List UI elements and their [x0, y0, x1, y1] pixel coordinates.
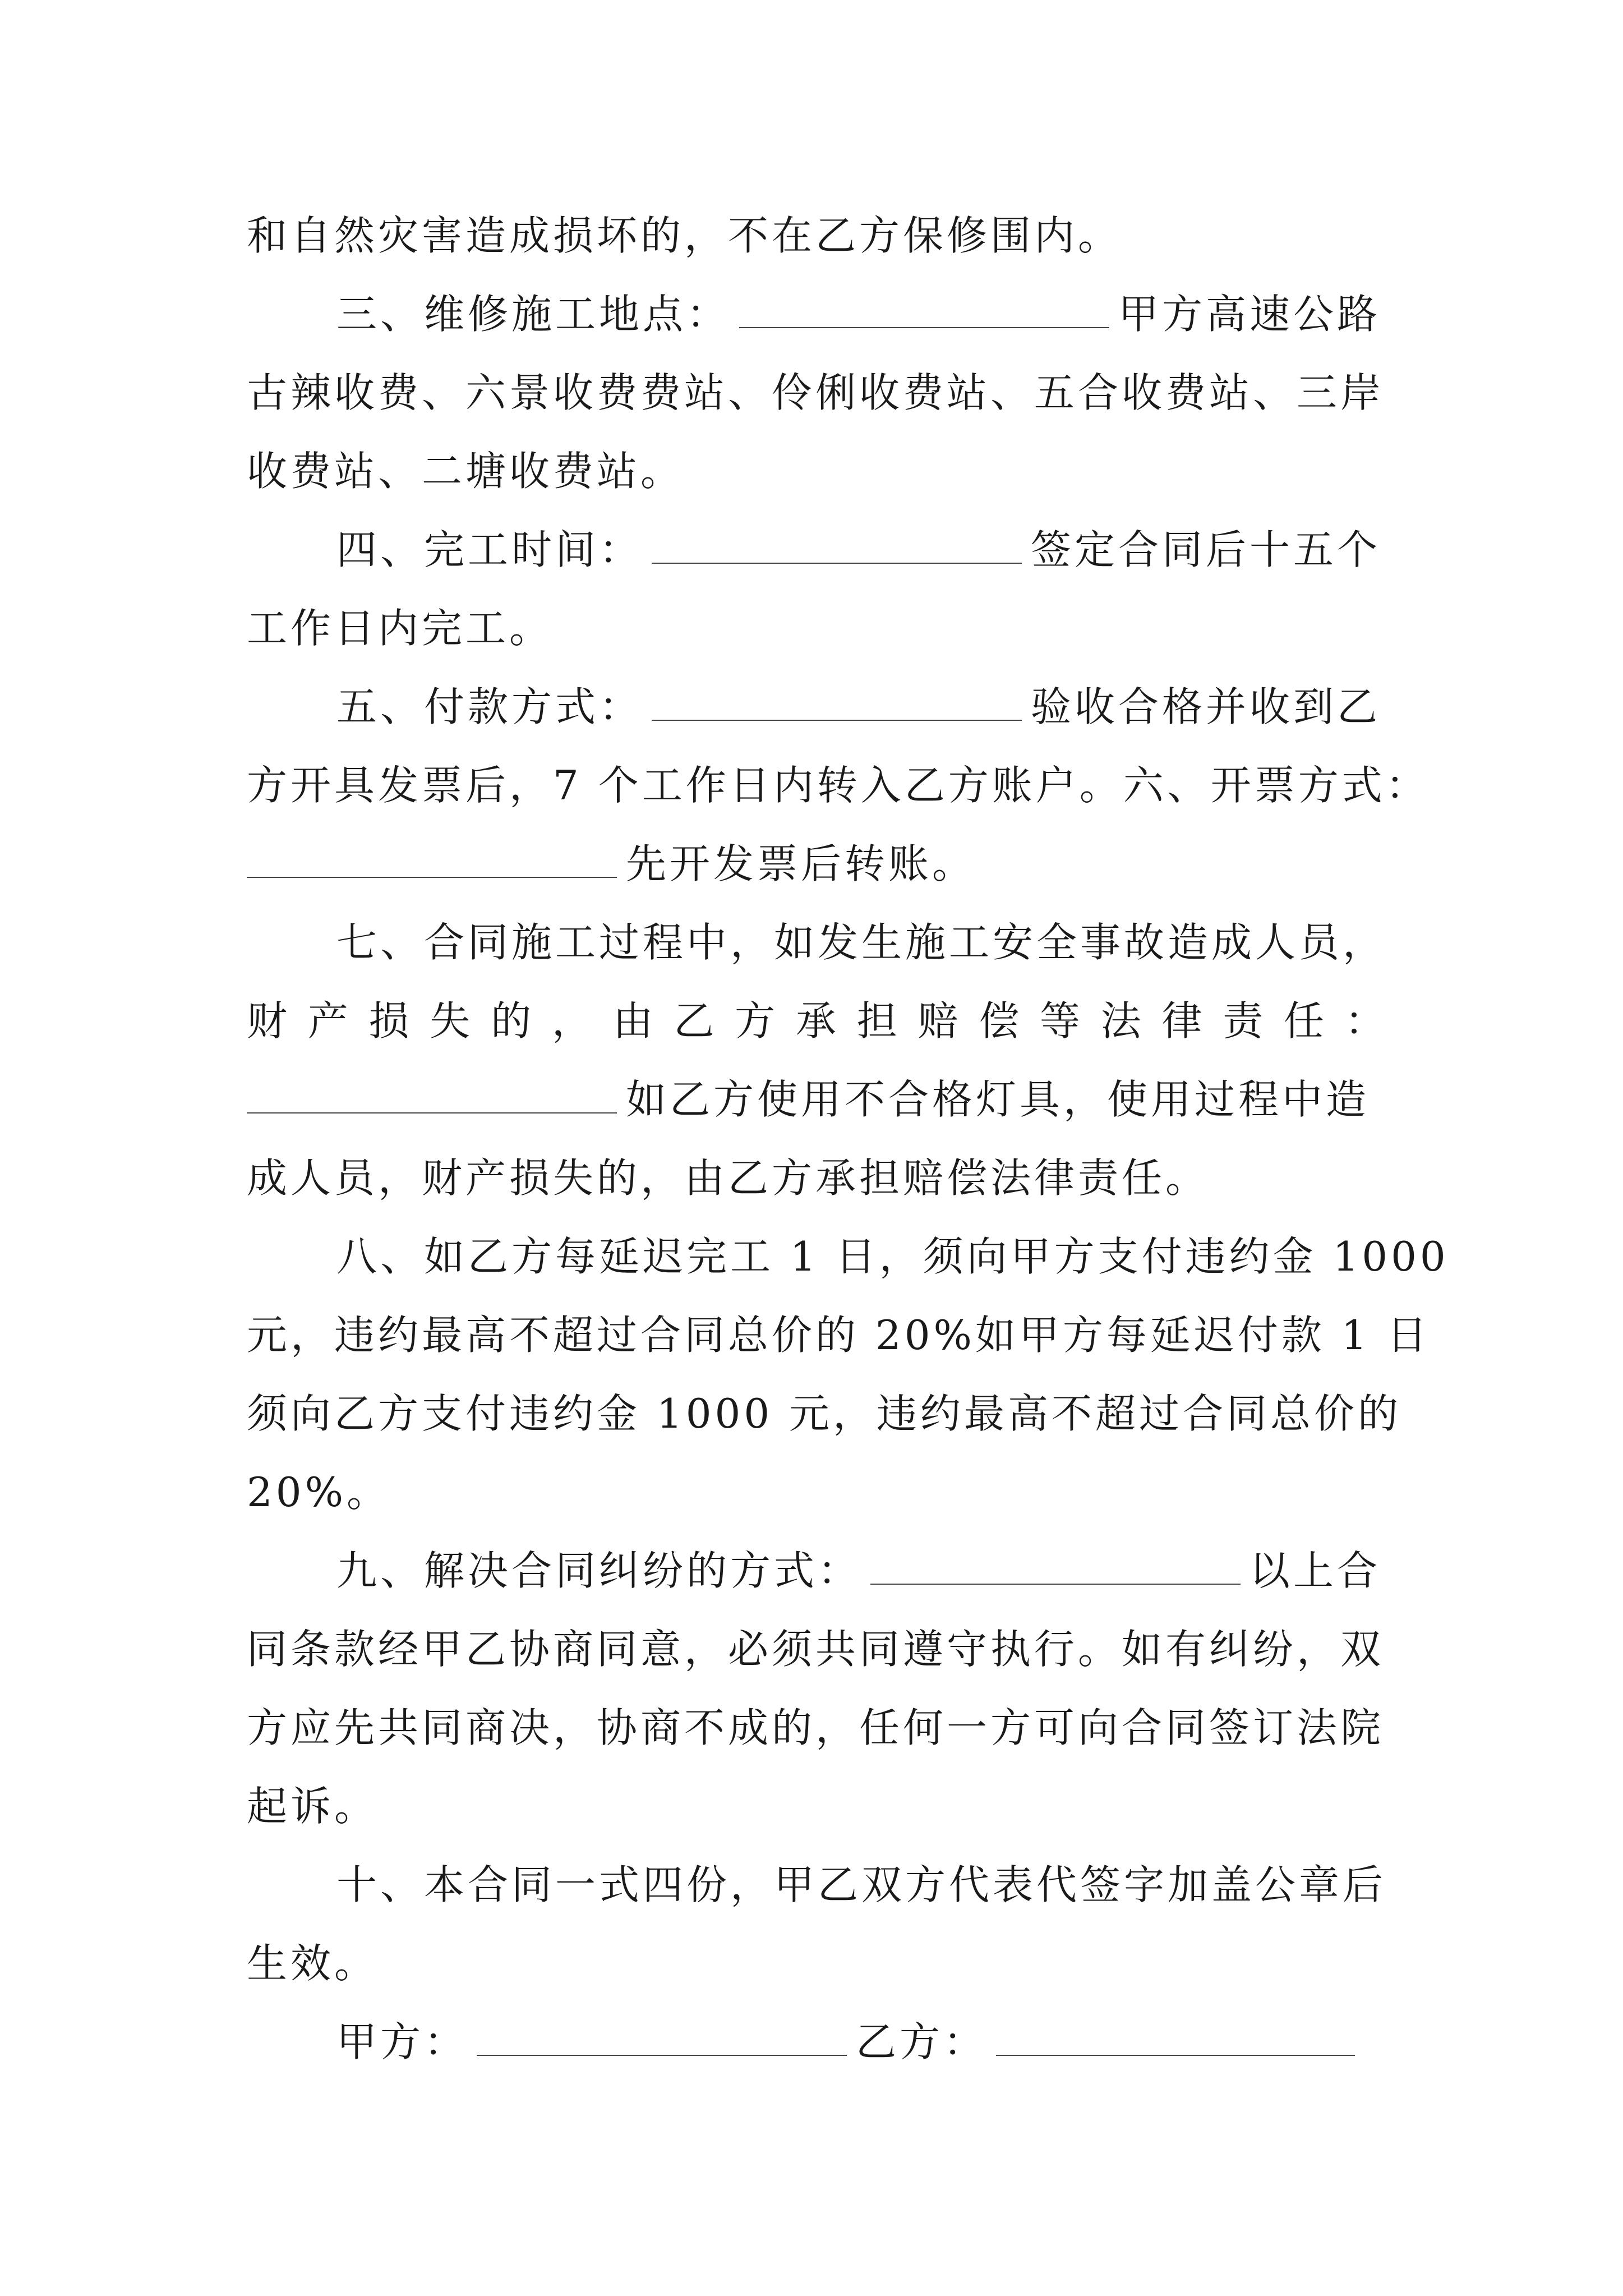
clause-5-value: 验收合格并收到乙: [1031, 683, 1381, 730]
char: 承: [795, 997, 836, 1045]
text-line: [247, 1388, 1401, 1439]
line-text: 如乙方使用不合格灯具，使用过程中造: [626, 1076, 1370, 1123]
clause-5-line: [336, 682, 1381, 732]
line-text: 方应先共同商决，协商不成的，任何一方可向合同签订法院: [247, 1704, 1385, 1751]
justified-line: [247, 996, 1385, 1046]
text-line: [247, 210, 1122, 261]
clause-4-line: [336, 524, 1381, 575]
line-text: 和自然灾害造成损坏的，不在乙方保修围内。: [247, 212, 1122, 259]
clause-9-label: 九、解决合同纠纷的方式：: [336, 1547, 862, 1594]
fill-in-blank[interactable]: [247, 843, 617, 878]
text-line: [247, 1153, 1209, 1203]
char: 产: [307, 997, 348, 1045]
fill-in-blank[interactable]: [739, 293, 1109, 328]
clause-5-label: 五、付款方式：: [336, 683, 643, 730]
text-line: [247, 1938, 378, 1989]
clause-6-value-line: [247, 839, 976, 889]
line-text: 十、本合同一式四份，甲乙双方代表代签字加盖公章后: [336, 1861, 1387, 1908]
line-text: 八、如乙方每延迟完工 1 日，须向甲方支付违约金 1000: [336, 1233, 1449, 1280]
clause-3-line: [336, 289, 1381, 339]
clause-8-line: [336, 1231, 1449, 1282]
char: 的: [491, 997, 532, 1045]
line-text: 同条款经甲乙协商同意，必须共同遵守执行。如有纠纷，双: [247, 1626, 1385, 1673]
char: ：: [1344, 997, 1385, 1045]
char: 由: [612, 997, 653, 1045]
line-text: 收费站、二塘收费站。: [247, 448, 685, 495]
text-line: [247, 760, 1430, 811]
clause-4-value: 签定合同后十五个: [1031, 526, 1381, 573]
clause-3-label: 三、维修施工地点：: [336, 291, 731, 338]
party-b-signature-blank[interactable]: [996, 2021, 1355, 2056]
char: 任: [1284, 997, 1325, 1045]
line-text: 先开发票后转账。: [626, 840, 976, 887]
char: 责: [1223, 997, 1264, 1045]
text-line: [247, 1781, 378, 1832]
clause-3-value: 甲方高速公路: [1118, 291, 1381, 338]
clause-9-line: [336, 1545, 1381, 1596]
text-line: [247, 367, 1384, 418]
char: 等: [1039, 997, 1080, 1045]
line-text: 七、合同施工过程中，如发生施工安全事故造成人员，: [336, 919, 1387, 966]
text-line: [247, 446, 684, 496]
text-line: [247, 1703, 1384, 1753]
clause-7-line: [336, 917, 1386, 968]
text-line: [247, 603, 553, 654]
line-text: 须向乙方支付违约金 1000 元，违约最高不超过合同总价的: [247, 1390, 1402, 1437]
text-line: [247, 1467, 390, 1517]
fill-in-blank[interactable]: [870, 1550, 1241, 1585]
fill-in-blank[interactable]: [652, 686, 1022, 721]
clause-7-value-line: [247, 1074, 1370, 1125]
signature-line: [336, 2017, 1364, 2067]
line-text: 生效。: [247, 1940, 379, 1987]
party-a-signature-blank[interactable]: [477, 2021, 847, 2056]
text-line: [247, 1624, 1384, 1674]
char: 法: [1100, 997, 1141, 1045]
line-text: 20%。: [247, 1469, 391, 1516]
clause-9-value: 以上合: [1249, 1547, 1381, 1594]
line-text: 元，违约最高不超过合同总价的 20%如甲方每延迟付款 1 日: [247, 1312, 1431, 1359]
char: 财: [247, 997, 288, 1045]
char: 担: [856, 997, 897, 1045]
party-b-label: 乙方：: [856, 2018, 988, 2065]
char: ，: [551, 997, 592, 1045]
line-text: 工作日内完工。: [247, 605, 554, 652]
text-line: [247, 1310, 1431, 1360]
char: 方: [735, 997, 776, 1045]
line-text: 古辣收费、六景收费费站、伶俐收费站、五合收费站、三岸: [247, 369, 1385, 416]
char: 损: [368, 997, 409, 1045]
char: 赔: [917, 997, 958, 1045]
char: 偿: [979, 997, 1020, 1045]
fill-in-blank[interactable]: [652, 529, 1022, 564]
char: 失: [430, 997, 471, 1045]
line-text: 起诉。: [247, 1783, 379, 1830]
fill-in-blank[interactable]: [247, 1079, 617, 1114]
party-a-label: 甲方：: [336, 2018, 468, 2065]
char: 律: [1161, 997, 1202, 1045]
line-text: 方开具发票后，7 个工作日内转入乙方账户。六、开票方式：: [247, 762, 1430, 809]
clause-4-label: 四、完工时间：: [336, 526, 643, 573]
char: 乙: [674, 997, 714, 1045]
line-text: 成人员，财产损失的，由乙方承担赔偿法律责任。: [247, 1154, 1210, 1202]
clause-10-line: [336, 1860, 1386, 1910]
